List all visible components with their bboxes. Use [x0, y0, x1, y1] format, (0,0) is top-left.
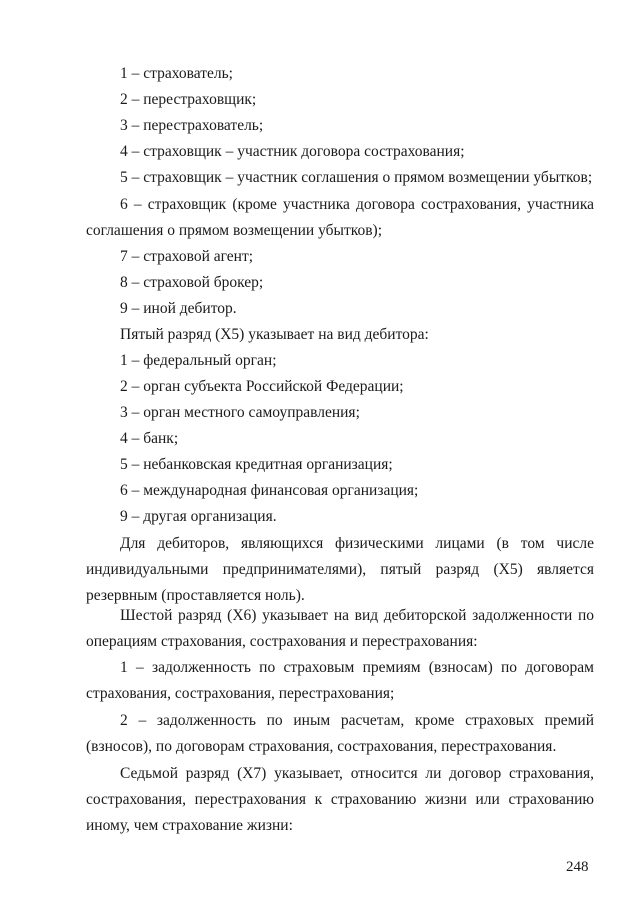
list-item-wrapped [86, 655, 594, 707]
x6-item-1-text: 1 – задолженность по страховым премиям (взносам) по договорам страхования, сострахования, перестрахования; [86, 659, 594, 702]
list-item: 5 – небанковская кредитная организация; [120, 456, 393, 473]
list-item: 4 – банк; [120, 430, 179, 447]
list-item: 5 – страховщик – участник соглашения о прямом возмещении убытков; [120, 169, 593, 186]
paragraph-individuals: Для дебиторов, являющихся физическими лицами (в том числе индивидуальными предпринимателями), пятый разряд (X5) является резервным (проставляется ноль). [86, 535, 594, 604]
list-item: 9 – другая организация. [120, 508, 277, 525]
list-item: 1 – страхователь; [120, 65, 233, 82]
list-item: 2 – перестраховщик; [120, 91, 257, 108]
paragraph-x7: Седьмой разряд (X7) указывает, относится ли договор страхования, сострахования, перестрахования к страхованию жизни или страхованию иному, чем страхование жизни: [86, 765, 594, 834]
list-item: 9 – иной дебитор. [120, 300, 237, 317]
section-intro: Пятый разряд (X5) указывает на вид дебитора: [120, 326, 429, 343]
list-item: 3 – орган местного самоуправления; [120, 404, 360, 421]
list-item: 4 – страховщик – участник договора сострахования; [120, 143, 465, 160]
list-item: 1 – федеральный орган; [120, 352, 277, 369]
paragraph [86, 531, 594, 609]
list-item: 8 – страховой брокер; [120, 274, 264, 291]
list-item-wrapped [86, 192, 594, 244]
list-item-wrapped [86, 708, 594, 760]
item-6-text: 6 – страховщик (кроме участника договора сострахования, участника соглашения о прямом возмещении убытков); [86, 196, 594, 239]
paragraph-x6: Шестой разряд (X6) указывает на вид дебиторской задолженности по операциям страхования, сострахования и перестрахования: [86, 607, 594, 650]
list-item: 6 – международная финансовая организация; [120, 482, 419, 499]
paragraph [86, 603, 594, 655]
page-number: 248 [566, 859, 589, 875]
list-item: 2 – орган субъекта Российской Федерации; [120, 378, 404, 395]
list-item: 3 – перестрахователь; [120, 117, 264, 134]
paragraph [86, 761, 594, 839]
x6-item-2-text: 2 – задолженность по иным расчетам, кроме страховых премий (взносов), по договорам страхования, сострахования, перестрахования. [86, 712, 594, 755]
list-item: 7 – страховой агент; [120, 248, 254, 265]
